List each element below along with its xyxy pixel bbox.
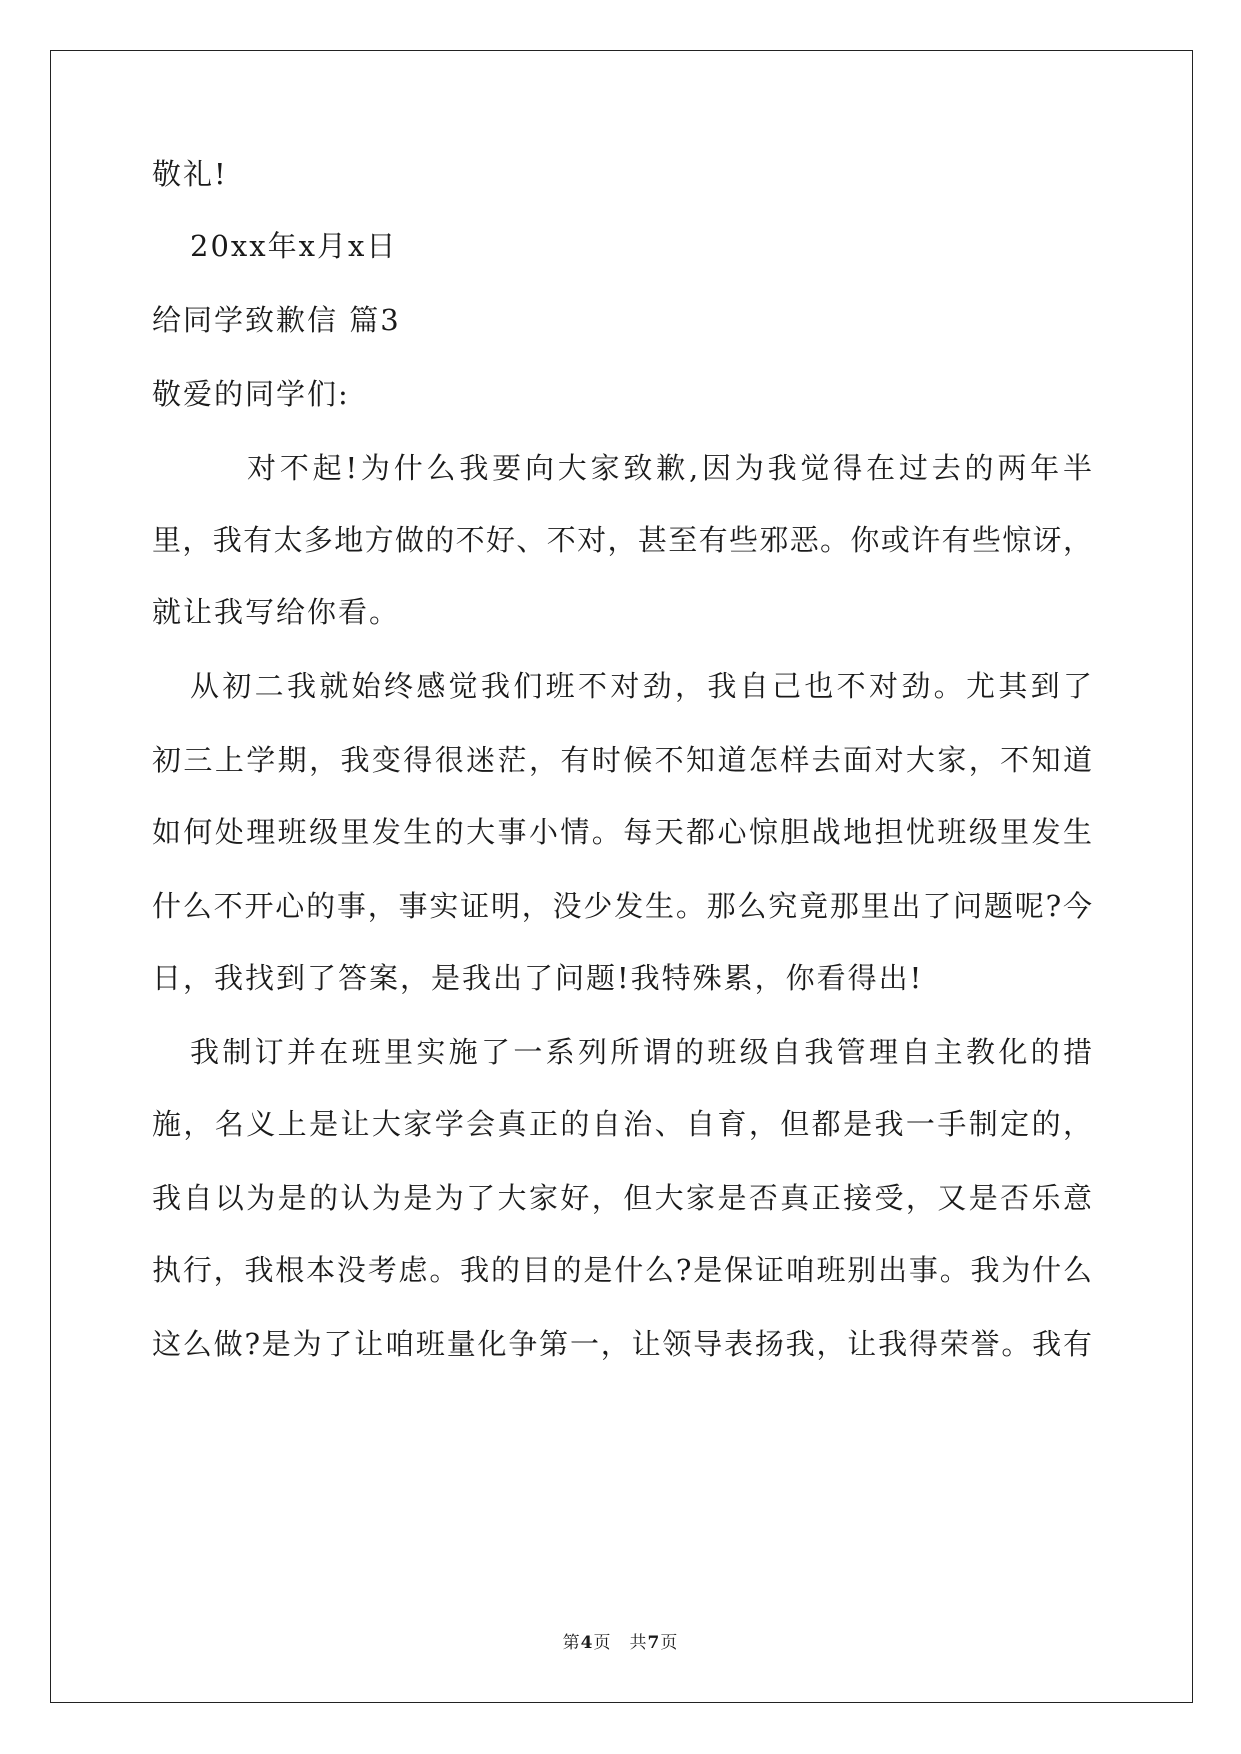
footer-page-current: 4 — [580, 1633, 594, 1653]
page-border — [50, 50, 1193, 1703]
footer-page-suffix: 页 — [660, 1633, 679, 1653]
paragraph-line: 日，我找到了答案，是我出了问题!我特殊累，你看得出! — [152, 961, 924, 995]
paragraph-line: 这么做?是为了让咱班量化争第一，让领导表扬我，让我得荣誉。我有 — [152, 1327, 1092, 1361]
paragraph-line: 对不起!为什么我要向大家致歉,因为我觉得在过去的两年半 — [247, 451, 1092, 485]
page-footer — [0, 1628, 1241, 1653]
paragraph-line: 如何处理班级里发生的大事小情。每天都心惊胆战地担忧班级里发生 — [152, 815, 1092, 849]
paragraph-line: 初三上学期，我变得很迷茫，有时候不知道怎样去面对大家，不知道 — [152, 743, 1092, 777]
paragraph-line: 里，我有太多地方做的不好、不对，甚至有些邪恶。你或许有些惊讶， — [152, 523, 1092, 557]
greeting: 敬爱的同学们: — [152, 377, 350, 411]
closing-salutation: 敬礼! — [152, 157, 228, 191]
paragraph-line: 施，名义上是让大家学会真正的自治、自育，但都是我一手制定的， — [152, 1107, 1092, 1141]
section-heading: 给同学致歉信 篇3 — [152, 303, 401, 337]
paragraph-line: 从初二我就始终感觉我们班不对劲，我自己也不对劲。尤其到了 — [190, 669, 1092, 703]
paragraph-line: 我自以为是的认为是为了大家好，但大家是否真正接受，又是否乐意 — [152, 1181, 1092, 1215]
footer-page-prefix: 第 — [562, 1633, 581, 1653]
paragraph-line: 执行，我根本没考虑。我的目的是什么?是保证咱班别出事。我为什么 — [152, 1253, 1092, 1287]
paragraph-line: 我制订并在班里实施了一系列所谓的班级自我管理自主教化的措 — [190, 1035, 1092, 1069]
footer-page-mid: 页 共 — [593, 1633, 648, 1653]
footer-page-total: 7 — [647, 1633, 661, 1653]
paragraph-line: 就让我写给你看。 — [152, 595, 401, 629]
paragraph-line: 什么不开心的事，事实证明，没少发生。那么究竟那里出了问题呢?今 — [152, 889, 1092, 923]
letter-date: 20xx年x月x日 — [190, 229, 398, 263]
